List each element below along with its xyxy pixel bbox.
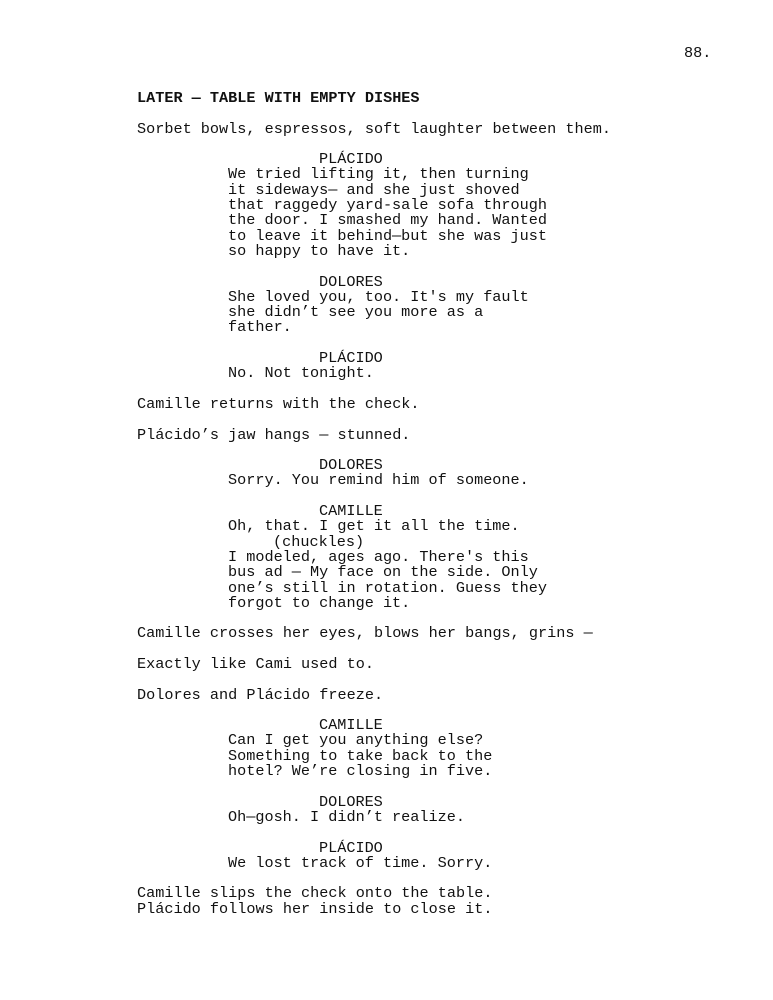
action-block: [137, 886, 757, 917]
action-block: [137, 685, 757, 704]
dialogue-block: [137, 504, 757, 611]
dialogue-line: We tried lifting it, then turning: [228, 165, 529, 184]
dialogue-line: I modeled, ages ago. There's this: [228, 547, 529, 566]
dialogue-line: No. Not tonight.: [228, 364, 374, 383]
dialogue-line: she didn’t see you more as a: [228, 303, 484, 322]
dialogue-line: it sideways— and she just shoved: [228, 180, 520, 199]
character-name: DOLORES: [319, 456, 383, 475]
character-name: PLÁCIDO: [319, 150, 383, 169]
action-line: Camille returns with the check.: [137, 394, 420, 413]
action-block: [137, 394, 757, 413]
dialogue-block: [137, 718, 757, 779]
page-number: 88.: [684, 44, 712, 62]
action-block: [137, 119, 757, 138]
dialogue-line: the door. I smashed my hand. Wanted: [228, 211, 547, 230]
character-name: PLÁCIDO: [319, 349, 383, 368]
character-name: CAMILLE: [319, 716, 383, 735]
parenthetical: (chuckles): [273, 532, 365, 551]
character-name: DOLORES: [319, 272, 383, 291]
character-name: DOLORES: [319, 792, 383, 811]
action-line: Sorbet bowls, espressos, soft laughter between them.: [137, 119, 611, 138]
dialogue-line: to leave it behind—but she was just: [228, 226, 547, 245]
script-elements: [137, 119, 757, 918]
dialogue-line: that raggedy yard-sale sofa through: [228, 196, 547, 215]
action-line: Plácido’s jaw hangs — stunned.: [137, 425, 411, 444]
screenplay-body: [137, 91, 757, 917]
action-line: Camille slips the check onto the table.: [137, 884, 493, 903]
dialogue-block: [137, 838, 757, 872]
action-block: [137, 425, 757, 444]
dialogue-line: She loved you, too. It's my fault: [228, 287, 529, 306]
dialogue-block: [137, 272, 757, 337]
action-line: Plácido follows her inside to close it.: [137, 899, 493, 918]
dialogue-line: Can I get you anything else?: [228, 731, 484, 750]
dialogue-line: Something to take back to the: [228, 746, 493, 765]
character-name: PLÁCIDO: [319, 838, 383, 857]
dialogue-block: [137, 152, 757, 259]
action-line: Camille crosses her eyes, blows her bangs, grins —: [137, 624, 593, 643]
dialogue-line: so happy to have it.: [228, 241, 411, 260]
dialogue-block: [137, 458, 757, 489]
character-name: CAMILLE: [319, 502, 383, 521]
action-line: Exactly like Cami used to.: [137, 654, 374, 673]
action-block: [137, 654, 757, 673]
dialogue-line: hotel? We’re closing in five.: [228, 762, 493, 781]
dialogue-line: We lost track of time. Sorry.: [228, 853, 493, 872]
dialogue-line: forgot to change it.: [228, 593, 411, 612]
dialogue-line: Oh—gosh. I didn’t realize.: [228, 807, 465, 826]
scene-heading: LATER — TABLE WITH EMPTY DISHES: [137, 89, 420, 107]
dialogue-line: father.: [228, 318, 292, 337]
action-line: Dolores and Plácido freeze.: [137, 685, 384, 704]
dialogue-line: Oh, that. I get it all the time.: [228, 517, 520, 536]
action-block: [137, 626, 757, 641]
dialogue-line: Sorry. You remind him of someone.: [228, 471, 529, 490]
dialogue-line: one’s still in rotation. Guess they: [228, 578, 547, 597]
dialogue-block: [137, 351, 757, 382]
dialogue-block: [137, 792, 757, 826]
dialogue-line: bus ad — My face on the side. Only: [228, 563, 538, 582]
